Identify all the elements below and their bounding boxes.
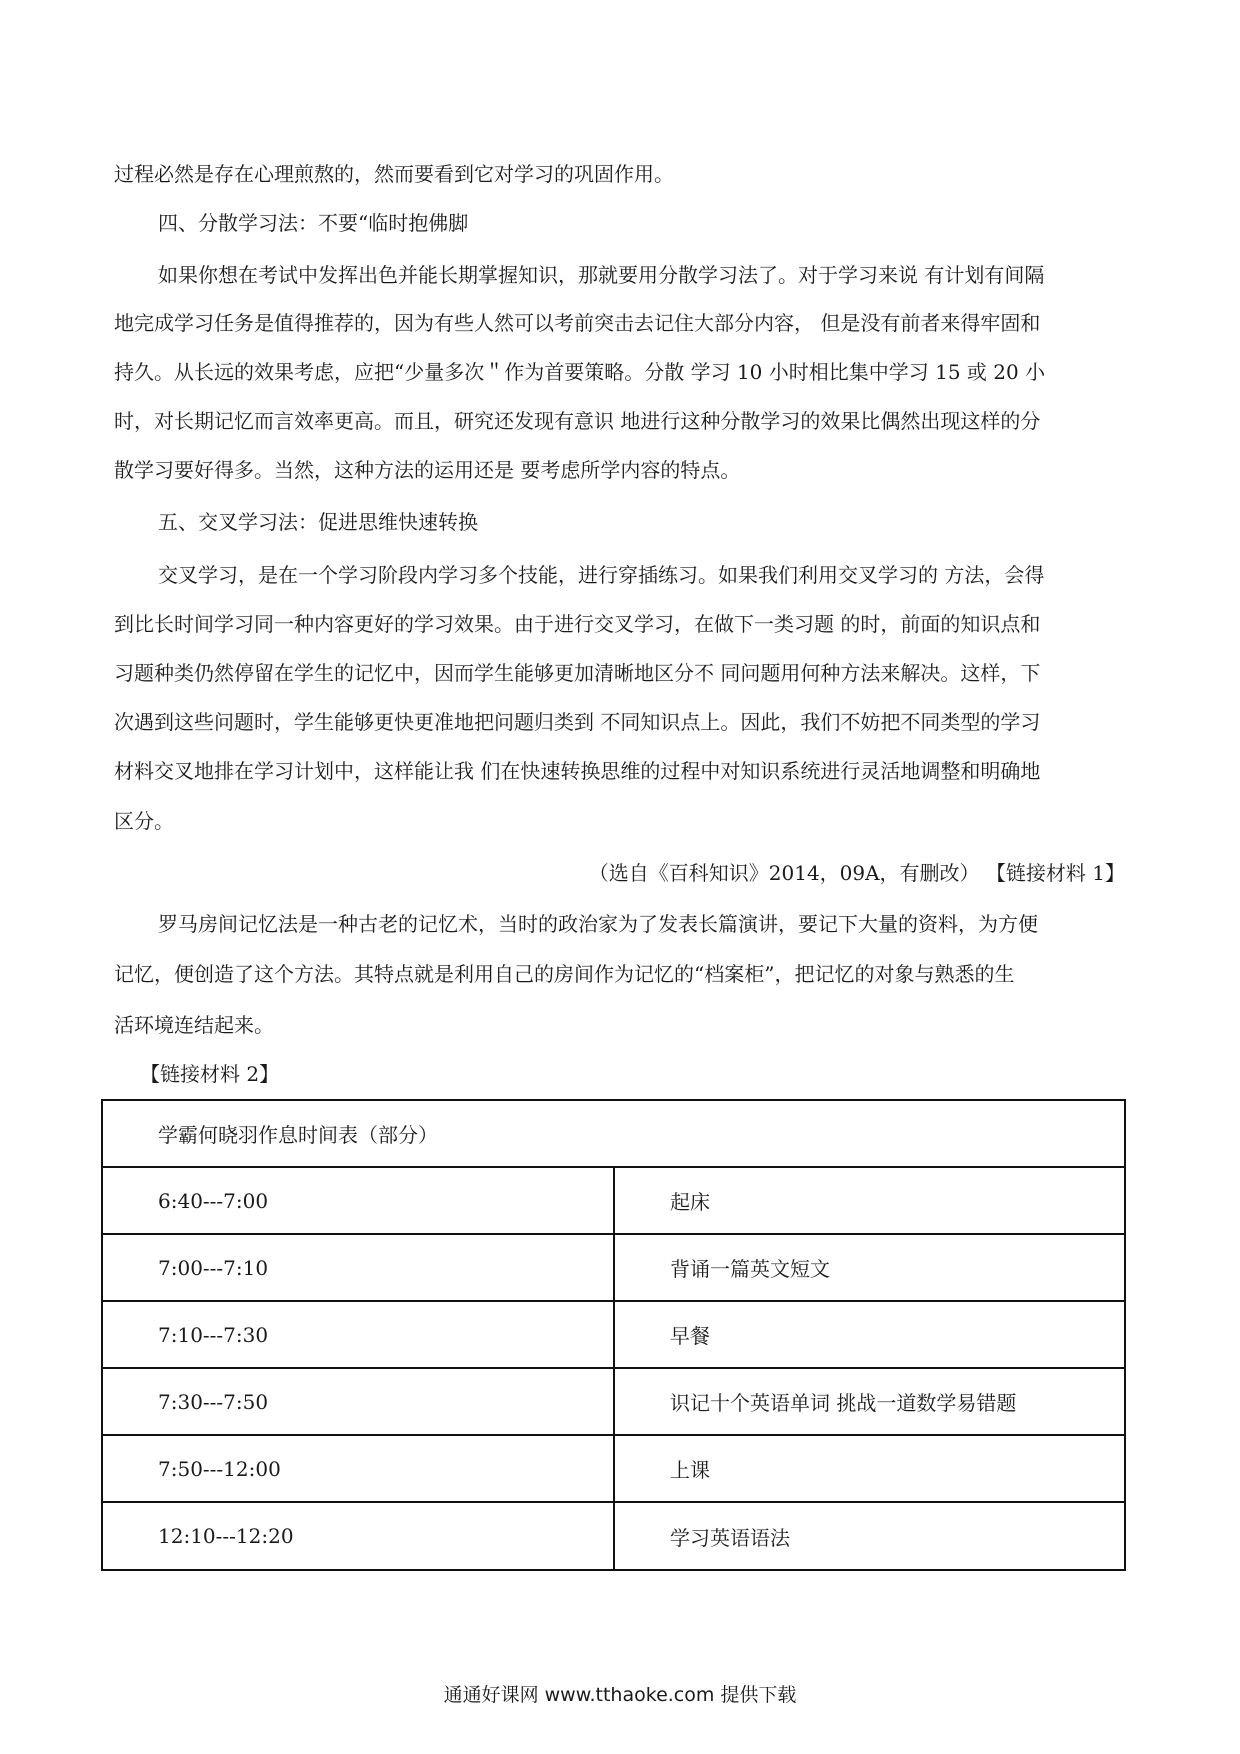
paragraph-line: 过程必然是存在心理煎熬的，然而要看到它对学习的巩固作用。: [114, 162, 674, 186]
paragraph-line: 区分。: [114, 809, 174, 833]
time-cell: 7:00---7:10: [103, 1235, 615, 1300]
paragraph-line: 地完成学习任务是值得推荐的，因为有些人然可以考前突击去记住大部分内容， 但是没有前者来得牢固和: [114, 311, 1041, 335]
paragraph-line: 活环境连结起来。: [114, 1013, 274, 1037]
activity-cell: 识记十个英语单词 挑战一道数学易错题: [670, 1391, 1017, 1415]
activity-cell: 上课: [670, 1458, 710, 1482]
activity-cell: 背诵一篇英文短文: [670, 1257, 830, 1281]
paragraph-line: 记忆，便创造了这个方法。其特点就是利用自己的房间作为记忆的“档案柜”，把记忆的对象与熟悉的生: [114, 962, 1015, 986]
table-caption: 学霸何晓羽作息时间表（部分）: [158, 1123, 438, 1147]
paragraph-line: 散学习要好得多。当然，这种方法的运用还是 要考虑所学内容的特点。: [114, 458, 741, 482]
table-row: [103, 1168, 1124, 1235]
table-row: [103, 1503, 1124, 1569]
schedule-table: [101, 1099, 1126, 1571]
time-cell: 7:50---12:00: [103, 1436, 615, 1501]
activity-cell: 早餐: [670, 1324, 710, 1348]
paragraph-line: 交叉学习，是在一个学习阶段内学习多个技能，进行穿插练习。如果我们利用交叉学习的 方法，会得: [158, 563, 1045, 587]
paragraph-line: 持久。从长远的效果考虑，应把“少量多次＂作为首要策略。分散 学习 10 小时相比集中学习 15 或 20 小: [114, 360, 1046, 384]
table-row: [103, 1436, 1124, 1503]
page-footer: 通通好课网 www.tthaoke.com 提供下载: [443, 1684, 797, 1706]
section-heading-5: 五、交叉学习法：促进思维快速转换: [158, 510, 478, 534]
time-cell: 12:10---12:20: [103, 1503, 615, 1569]
source-citation: （选自《百科知识》2014，09A，有删改） 【链接材料 1】: [588, 861, 1125, 885]
paragraph-line: 时，对长期记忆而言效率更高。而且，研究还发现有意识 地进行这种分散学习的效果比偶然出现这样的分: [114, 409, 1041, 433]
paragraph-line: 次遇到这些问题时，学生能够更快更准地把问题归类到 不同知识点上。因此，我们不妨把不同类型的学习: [114, 710, 1041, 734]
table-caption-row: [103, 1101, 1124, 1168]
table-row: [103, 1369, 1124, 1436]
time-cell: 7:30---7:50: [103, 1369, 615, 1434]
table-row: [103, 1235, 1124, 1302]
table-row: [103, 1302, 1124, 1369]
time-cell: 6:40---7:00: [103, 1168, 615, 1233]
section-heading-4: 四、分散学习法：不要“临时抱佛脚: [158, 211, 469, 235]
activity-cell: 起床: [670, 1190, 710, 1214]
material-2-label: 【链接材料 2】: [140, 1062, 280, 1086]
paragraph-line: 如果你想在考试中发挥出色并能长期掌握知识，那就要用分散学习法了。对于学习来说 有计划有间隔: [158, 263, 1045, 287]
activity-cell: 学习英语语法: [670, 1525, 790, 1550]
paragraph-line: 到比长时间学习同一种内容更好的学习效果。由于进行交叉学习，在做下一类习题 的时，前面的知识点和: [114, 612, 1041, 636]
paragraph-line: 材料交叉地排在学习计划中，这样能让我 们在快速转换思维的过程中对知识系统进行灵活地调整和明确地: [114, 759, 1041, 783]
paragraph-line: 罗马房间记忆法是一种古老的记忆术，当时的政治家为了发表长篇演讲，要记下大量的资料，为方便: [158, 912, 1038, 936]
paragraph-line: 习题种类仍然停留在学生的记忆中，因而学生能够更加清晰地区分不 同问题用何种方法来解决。这样，下: [114, 661, 1041, 685]
time-cell: 7:10---7:30: [103, 1302, 615, 1367]
